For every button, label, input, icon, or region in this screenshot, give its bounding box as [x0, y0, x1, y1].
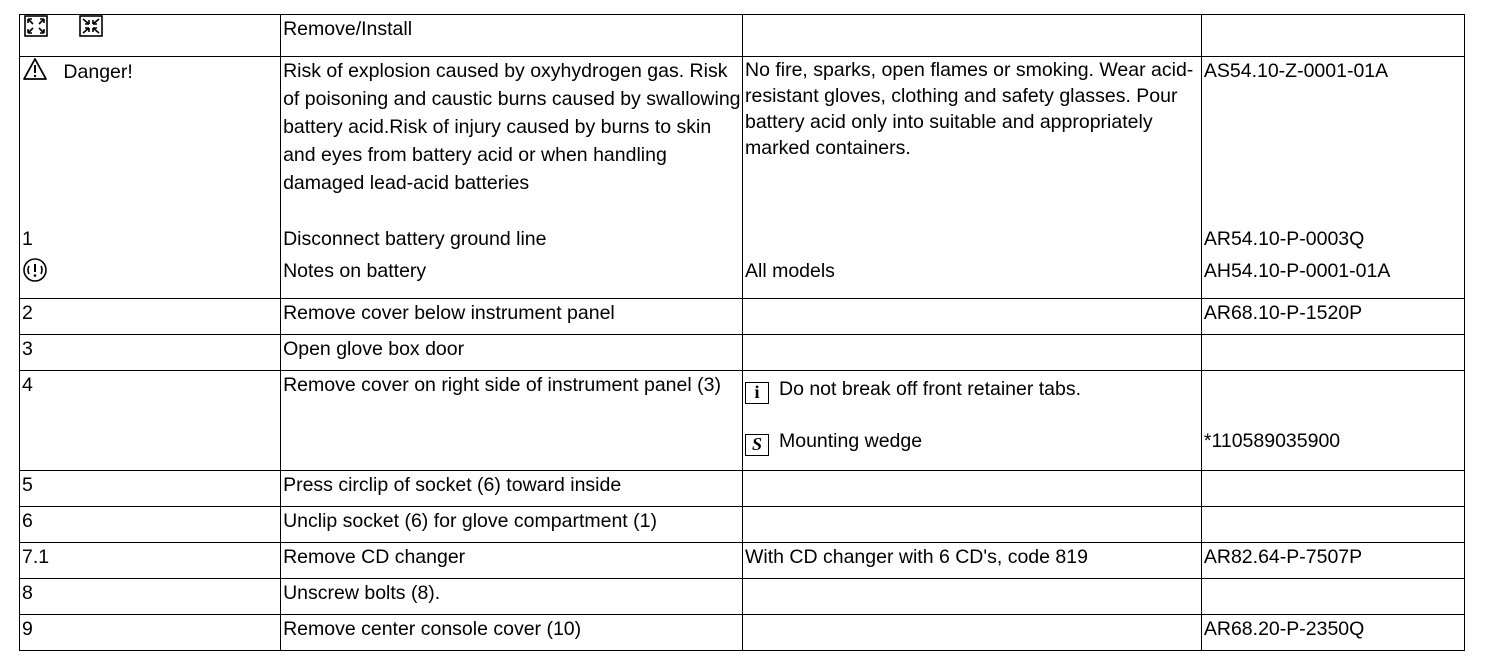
step-number: 5 — [20, 471, 281, 507]
procedure-table — [19, 14, 1465, 651]
table-row — [20, 579, 1465, 615]
info-box-icon: i — [745, 382, 769, 404]
step-text: Unclip socket (6) for glove compartment (1) — [281, 507, 743, 543]
step-number: 9 — [20, 615, 281, 651]
danger-description: Risk of explosion caused by oxyhydrogen gas. Risk of poisoning and caustic burns caused by swallowing battery acid.Risk of injury caused by burns to skin and eyes from battery acid or when handling damaged lead-acid batteries — [283, 60, 741, 194]
table-row — [20, 471, 1465, 507]
document-reference[interactable]: AR54.10-P-0003Q — [1203, 228, 1365, 250]
model-note: All models — [744, 260, 835, 282]
danger-label: Danger! — [63, 61, 133, 84]
step-text: Open glove box door — [281, 335, 743, 371]
step-text: Remove cover below instrument panel — [281, 299, 743, 335]
step-number: 2 — [20, 299, 281, 335]
table-row — [20, 371, 1465, 471]
arrows-inward-icon — [79, 15, 103, 45]
document-reference[interactable]: AR68.10-P-1520P — [1201, 299, 1464, 335]
step-number: 1 — [22, 228, 33, 250]
tool-part-number[interactable]: *110589035900 — [1203, 430, 1341, 452]
step-text: Remove cover on right side of instrument panel (3) — [281, 371, 743, 471]
safety-note: No fire, sparks, open flames or smoking. Wear acid-resistant gloves, clothing and safety glasses. Pour battery acid only into suitable and appropriately marked containers. — [744, 59, 1194, 159]
step-text: Notes on battery — [283, 260, 427, 282]
step-number: 4 — [20, 371, 281, 471]
step-number: 3 — [20, 335, 281, 371]
step-icon-cell — [20, 15, 281, 57]
step-number: 7.1 — [20, 543, 281, 579]
document-reference[interactable]: AR68.20-P-2350Q — [1201, 615, 1464, 651]
step-text: Remove/Install — [281, 15, 743, 57]
table-row — [20, 57, 1465, 299]
table-row — [20, 615, 1465, 651]
table-row — [20, 507, 1465, 543]
step-number: 8 — [20, 579, 281, 615]
table-row — [20, 543, 1465, 579]
step-text: Press circlip of socket (6) toward inside — [281, 471, 743, 507]
notes-circle-icon — [22, 257, 48, 291]
model-note: With CD changer with 6 CD's, code 819 — [742, 543, 1201, 579]
tool-note: Mounting wedge — [778, 430, 923, 452]
document-reference[interactable]: AS54.10-Z-0001-01A — [1203, 60, 1389, 82]
document-reference[interactable]: AR82.64-P-7507P — [1201, 543, 1464, 579]
warning-triangle-icon — [22, 57, 48, 89]
table-row — [20, 335, 1465, 371]
info-note: Do not break off front retainer tabs. — [778, 378, 1082, 400]
arrows-outward-icon — [24, 15, 48, 45]
step-number: 6 — [20, 507, 281, 543]
special-tool-icon: S — [745, 434, 769, 456]
step-text: Disconnect battery ground line — [283, 228, 547, 250]
table-row — [20, 15, 1465, 57]
table-row — [20, 299, 1465, 335]
step-text: Remove center console cover (10) — [281, 615, 743, 651]
step-text: Remove CD changer — [281, 543, 743, 579]
step-text: Unscrew bolts (8). — [281, 579, 743, 615]
document-reference[interactable]: AH54.10-P-0001-01A — [1203, 260, 1391, 282]
